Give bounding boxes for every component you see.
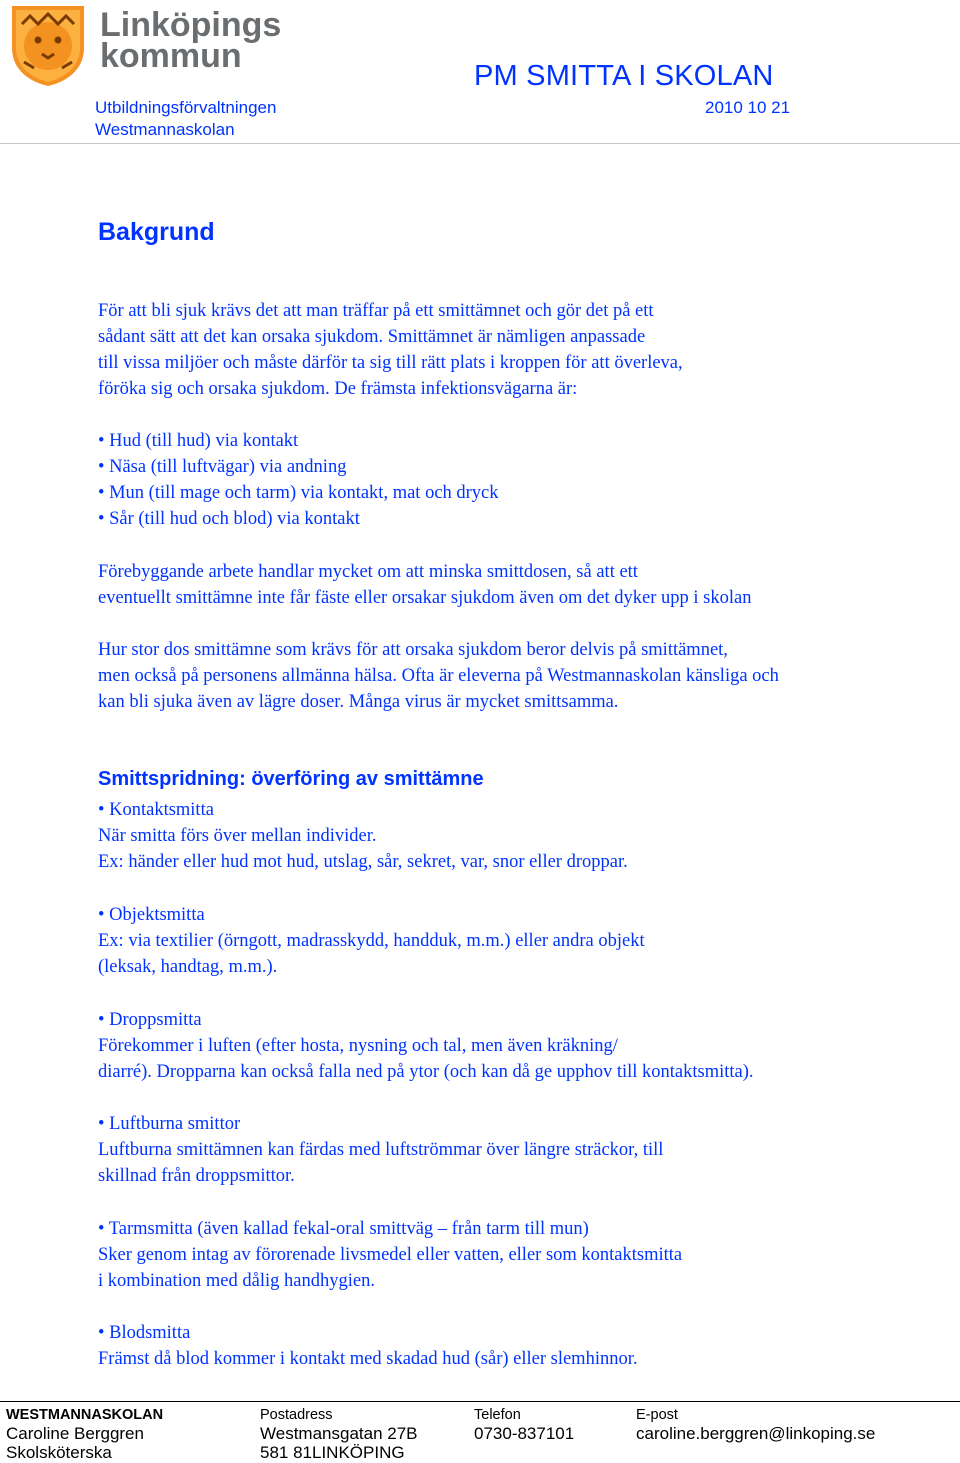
footer-city: 581 81LINKÖPING <box>260 1443 405 1462</box>
bullet-item: • Näsa (till luftvägar) via andning <box>98 457 347 477</box>
transmission-type-title: • Luftburna smittor <box>98 1114 241 1134</box>
paragraph-line: För att bli sjuk krävs det att man träffar på ett smittämnet och gör det på ett <box>98 301 654 321</box>
footer-postadress-label: Postadress <box>260 1407 333 1423</box>
transmission-type-title: • Tarmsmitta (även kallad fekal-oral smittväg – från tarm till mun) <box>98 1219 589 1239</box>
section-heading-smittspridning: Smittspridning: överföring av smittämne <box>98 768 484 790</box>
paragraph-line: Sker genom intag av förorenade livsmedel eller vatten, eller som kontaktsmitta <box>98 1245 683 1265</box>
paragraph-line: Förekommer i luften (efter hosta, nysning och tal, men även kräkning/ <box>98 1036 618 1056</box>
brand-name <box>100 6 282 75</box>
paragraph-line: Ex: via textilier (örngott, madrasskydd, handduk, m.m.) eller andra objekt <box>98 931 645 951</box>
transmission-type-title: • Droppsmitta <box>98 1010 202 1030</box>
footer-epost-label: E-post <box>636 1407 678 1423</box>
paragraph-line: Förebyggande arbete handlar mycket om att minska smittdosen, så att ett <box>98 562 638 582</box>
bullet-item: • Sår (till hud och blod) via kontakt <box>98 509 360 529</box>
paragraph-line: eventuellt smittämne inte får fäste eller orsakar sjukdom även om det dyker upp i skolan <box>98 588 752 608</box>
document-title: PM SMITTA I SKOLAN <box>474 60 774 92</box>
footer-street: Westmansgatan 27B <box>260 1424 418 1443</box>
paragraph-line: skillnad från droppsmittor. <box>98 1166 295 1186</box>
brand-line-1: Linköpings <box>100 6 282 44</box>
paragraph-line: Främst då blod kommer i kontakt med skadad hud (sår) eller slemhinnor. <box>98 1349 638 1369</box>
paragraph-line: (leksak, handtag, m.m.). <box>98 957 278 977</box>
bullet-item: • Hud (till hud) via kontakt <box>98 431 299 451</box>
brand-line-2: kommun <box>100 37 242 75</box>
department-name: Utbildningsförvaltningen <box>95 98 277 117</box>
document-date: 2010 10 21 <box>705 98 791 117</box>
footer-org: WESTMANNASKOLAN <box>6 1407 164 1423</box>
paragraph-line: föröka sig och orsaka sjukdom. De främsta infektionsvägarna är: <box>98 379 578 399</box>
footer-contact-name: Caroline Berggren <box>6 1424 144 1443</box>
section-heading-bakgrund: Bakgrund <box>98 218 215 246</box>
paragraph-line: sådant sätt att det kan orsaka sjukdom. Smittämnet är nämligen anpassade <box>98 327 646 347</box>
footer-phone[interactable]: 0730-837101 <box>474 1424 575 1443</box>
paragraph-line: diarré). Dropparna kan också falla ned på ytor (och kan då ge upphov till kontaktsmitta). <box>98 1062 754 1082</box>
paragraph-line: till vissa miljöer och måste därför ta sig till rätt plats i kroppen för att överleva, <box>98 353 683 373</box>
paragraph-line: Hur stor dos smittämne som krävs för att orsaka sjukdom beror delvis på smittämnet, <box>98 640 728 660</box>
paragraph-line: kan bli sjuka även av lägre doser. Många virus är mycket smittsamma. <box>98 692 619 712</box>
footer-contact-role: Skolsköterska <box>6 1443 112 1462</box>
linkoping-lion-logo <box>4 2 92 88</box>
footer-email-link[interactable]: caroline.berggren@linkoping.se <box>636 1424 876 1443</box>
paragraph-line: Luftburna smittämnen kan färdas med luftströmmar över längre sträckor, till <box>98 1140 664 1160</box>
school-name: Westmannaskolan <box>95 120 235 139</box>
transmission-type-title: • Objektsmitta <box>98 905 205 925</box>
paragraph-line: När smitta förs över mellan individer. <box>98 826 377 846</box>
header-divider <box>0 143 960 144</box>
paragraph-line: Ex: händer eller hud mot hud, utslag, sår, sekret, var, snor eller droppar. <box>98 852 628 872</box>
paragraph-line: men också på personens allmänna hälsa. Ofta är eleverna på Westmannaskolan känsliga och <box>98 666 779 686</box>
transmission-type-title: • Blodsmitta <box>98 1323 191 1343</box>
transmission-type-title: • Kontaktsmitta <box>98 800 214 820</box>
footer-divider <box>0 1401 960 1402</box>
bullet-item: • Mun (till mage och tarm) via kontakt, mat och dryck <box>98 483 499 503</box>
paragraph-line: i kombination med dålig handhygien. <box>98 1271 375 1291</box>
footer-telefon-label: Telefon <box>474 1407 521 1423</box>
